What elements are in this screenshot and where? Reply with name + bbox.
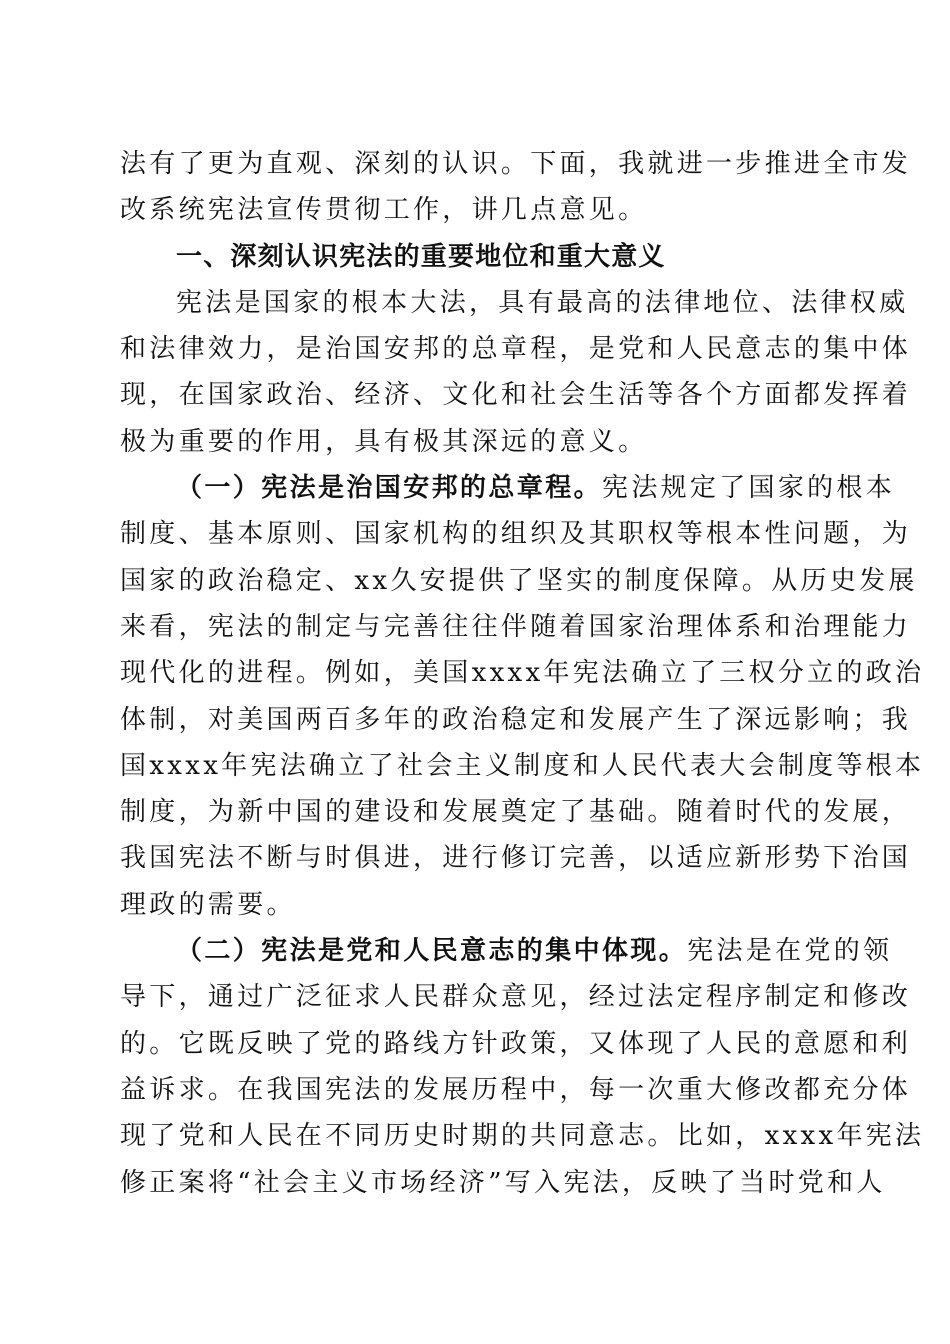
- body-line: 制度、基本原则、国家机构的组织及其职权等根本性问题，为: [120, 519, 912, 550]
- body-line: 理政的需要。: [120, 889, 296, 920]
- body-line: 国家的政治稳定、xx久安提供了坚实的制度保障。从历史发展: [120, 565, 918, 596]
- section-heading: 一、深刻认识宪法的重要地位和重大意义: [176, 241, 666, 272]
- body-line: 现了党和人民在不同历史时期的共同意志。比如，xxxx年宪法: [120, 1121, 925, 1152]
- body-line: 宪法是国家的根本大法，具有最高的法律地位、法律权威: [176, 287, 909, 318]
- body-text: 宪法是在党的领: [687, 936, 893, 967]
- body-line: 我国宪法不断与时俱进，进行修订完善，以适应新形势下治国: [120, 843, 912, 874]
- body-line: 制度，为新中国的建设和发展奠定了基础。随着时代的发展，: [120, 797, 912, 828]
- body-line: 益诉求。在我国宪法的发展历程中，每一次重大修改都充分体: [120, 1074, 912, 1105]
- body-line: 导下，通过广泛征求人民群众意见，经过法定程序制定和修改: [120, 982, 912, 1013]
- body-line: 修正案将“社会主义市场经济”写入宪法，反映了当时党和人: [120, 1167, 886, 1198]
- body-text: 宪法规定了国家的根本: [602, 473, 896, 504]
- body-line: 体制，对美国两百多年的政治稳定和发展产生了深远影响；我: [120, 704, 912, 735]
- subsection-title: （二）宪法是党和人民意志的集中体现。: [176, 936, 688, 967]
- body-line: 现代化的进程。例如，美国xxxx年宪法确立了三权分立的政治: [120, 658, 925, 689]
- body-line: 极为重要的作用，具有极其深远的意义。: [120, 426, 648, 457]
- body-line: 国xxxx年宪法确立了社会主义制度和人民代表大会制度等根本: [120, 750, 925, 781]
- body-line: 现，在国家政治、经济、文化和社会生活等各个方面都发挥着: [120, 380, 912, 411]
- body-line: 的。它既反映了党的路线方针政策，又体现了人民的意愿和利: [120, 1028, 912, 1059]
- subsection-line: [120, 465, 896, 511]
- subsection-title: （一）宪法是治国安邦的总章程。: [176, 473, 603, 504]
- body-line: 改系统宪法宣传贯彻工作，讲几点意见。: [120, 195, 648, 226]
- body-line: 和法律效力，是治国安邦的总章程，是党和人民意志的集中体: [120, 334, 912, 365]
- body-line: 来看，宪法的制定与完善往往伴随着国家治理体系和治理能力: [120, 611, 912, 642]
- subsection-line: [120, 928, 893, 974]
- body-line: 法有了更为直观、深刻的认识。下面，我就进一步推进全市发: [120, 149, 912, 179]
- document-body: [120, 141, 925, 1206]
